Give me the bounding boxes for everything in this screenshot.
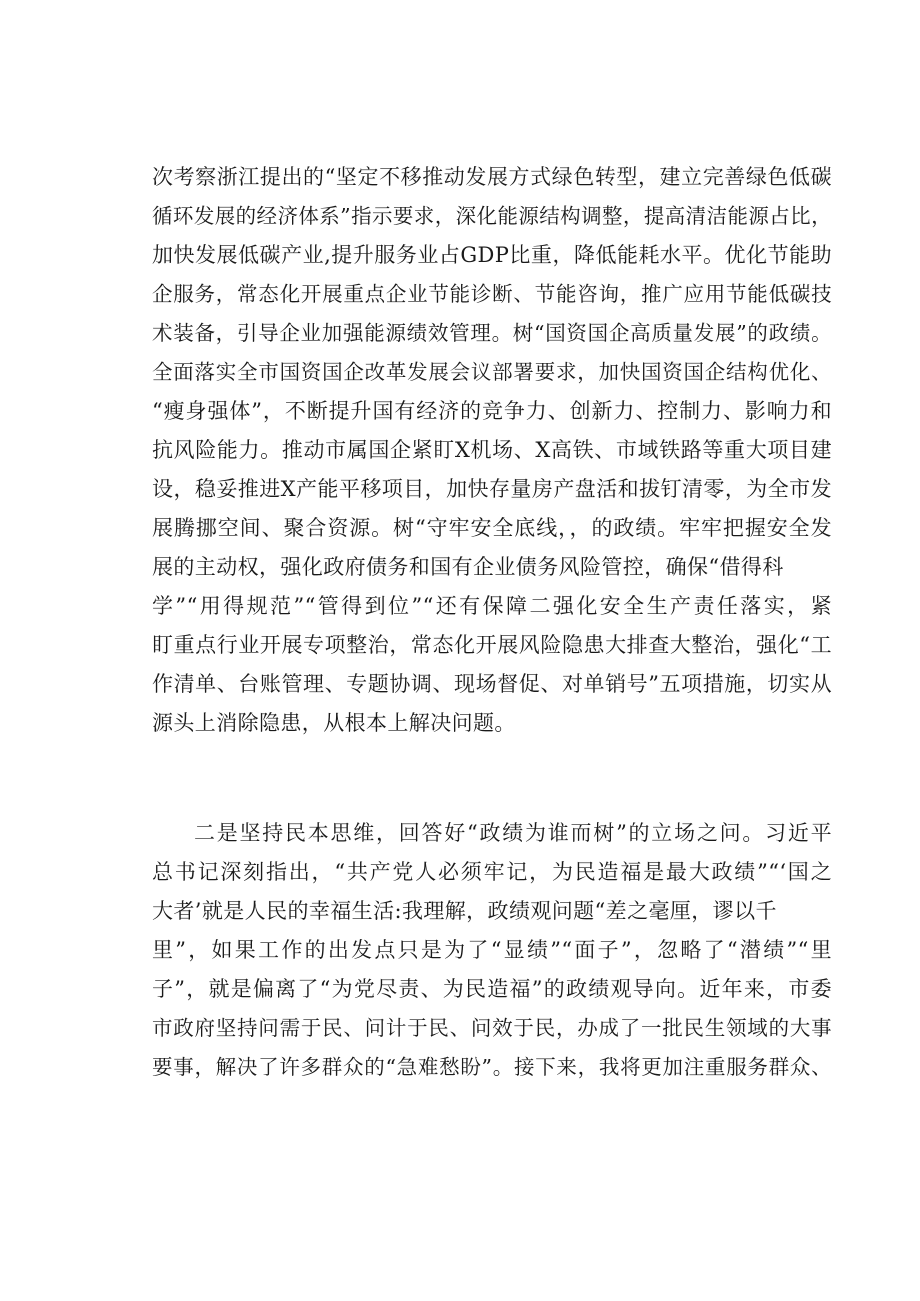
text-line: 展腾挪空间、聚合资源。树“守牢安全底线，，的政绩。牢牢把握安全发: [152, 516, 832, 540]
text-line: “瘦身强体”，不断提升国有经济的竞争力、创新力、控制力、影响力和: [152, 399, 832, 423]
text-line: 子”，就是偏离了“为党尽责、为民造福”的政绩观导向。近年来，市委: [152, 977, 832, 1001]
text-line: 盯重点行业开展专项整治，常态化开展风险隐患大排查大整治，强化“工: [152, 633, 832, 657]
text-line: 次考察浙江提出的“坚定不移推动发展方式绿色转型，建立完善绿色低碳: [152, 165, 832, 189]
text-line: 术装备，引导企业加强能源绩效管理。树“国资国企高质量发展”的政绩。: [152, 321, 832, 345]
text-line: 大者’就是人民的幸福生活:我理解，政绩观问题“差之毫厘，谬以千: [152, 899, 777, 923]
text-line: 设，稳妥推进X产能平移项目，加快存量房产盘活和拔钉清零，为全市发: [152, 477, 832, 501]
text-line: 加快发展低碳产业,提升服务业占GDP比重，降低能耗水平。优化节能助: [152, 243, 832, 267]
text-line: 总书记深刻指出，“共产党人必须牢记，为民造福是最大政绩”“‘国之: [152, 860, 832, 884]
text-line: 展的主动权，强化政府债务和国有企业债务风险管控，确保“借得科: [152, 555, 784, 579]
text-line: 学”“用得规范”“管得到位”“还有保障二强化安全生产责任落实，紧: [152, 594, 832, 618]
paragraph-1: [152, 158, 832, 743]
text-line: 二是坚持民本思维，回答好“政绩为谁而树”的立场之问。习近平: [194, 821, 832, 845]
text-line: 全面落实全市国资国企改革发展会议部署要求，加快国资国企结构优化、: [152, 360, 832, 384]
text-line: 作清单、台账管理、专题协调、现场督促、对单销号”五项措施，切实从: [152, 672, 832, 696]
text-line: 里”，如果工作的出发点只是为了“显绩”“面子”，忽略了“潜绩”“里: [152, 938, 832, 962]
text-line: 要事，解决了许多群众的“急难愁盼”。接下来，我将更加注重服务群众、: [152, 1055, 832, 1079]
text-line: 企服务，常态化开展重点企业节能诊断、节能咨询，推广应用节能低碳技: [152, 282, 832, 306]
text-line: 抗风险能力。推动市属国企紧盯X机场、X高铁、市域铁路等重大项目建: [152, 438, 832, 462]
text-line: 市政府坚持问需于民、问计于民、问效于民，办成了一批民生领域的大事: [152, 1016, 832, 1040]
text-line: 源头上消除隐患，从根本上解决问题。: [152, 711, 516, 735]
paragraph-2: [152, 814, 832, 1087]
text-line: 循环发展的经济体系”指示要求，深化能源结构调整，提高清洁能源占比，: [152, 204, 832, 228]
